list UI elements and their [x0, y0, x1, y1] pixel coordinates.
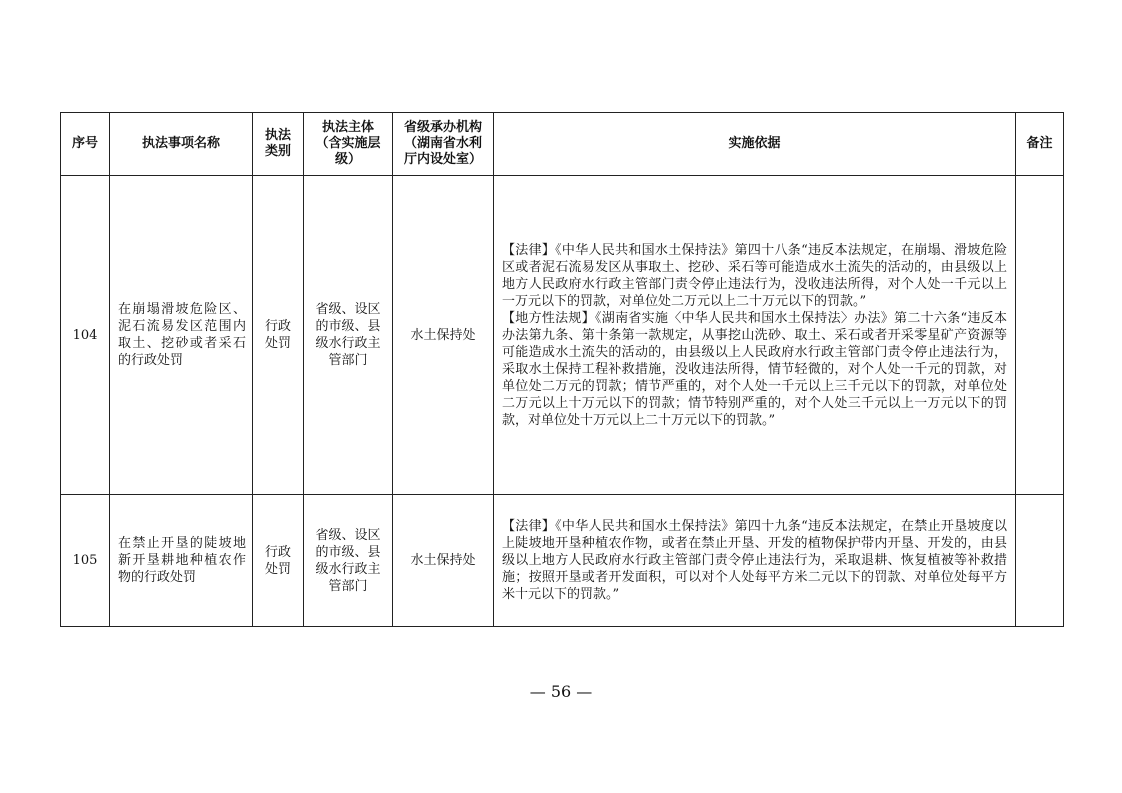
basis-law: 【法律】《中华人民共和国水土保持法》第四十八条“违反本法规定，在崩塌、滑坡危险区或者泥石流易发区从事取土、挖砂、采石等可能造成水土流失的活动的，由县级以上地方人民政府水行政主管部门责令停止违法行为，没收违法所得，对个人处一千元以上一万元以下的罚款，对单位处二万元以上二十万元以下的罚款。”: [502, 242, 1007, 309]
header-name: 执法事项名称: [110, 113, 253, 176]
row-category: 行政处罚: [253, 495, 304, 627]
basis-local-regulation: 【地方性法规】《湖南省实施〈中华人民共和国水土保持法〉办法》第二十六条“违反本办法第九条、第十条第一款规定，从事挖山洗砂、取土、采石或者开采零星矿产资源等可能造成水土流失的活动的，由县级以上人民政府水行政主管部门责令停止违法行为，采取水土保持工程补救措施，没收违法所得，情节轻微的，对个人处一千元的罚款，对单位处二万元的罚款；情节严重的，对个人处一千元以上三千元以下的罚款，对单位处二万元以上十万元以下的罚款；情节特别严重的，对个人处三千元以上一万元以下的罚款，对单位处十万元以上二十万元以下的罚款。”: [502, 310, 1007, 428]
row-seq: 105: [61, 495, 110, 627]
header-category: 执法类别: [253, 113, 304, 176]
table-header-row: [61, 113, 1064, 176]
row-agency: 水土保持处: [393, 176, 494, 495]
row-remark: [1016, 176, 1064, 495]
row-agency: 水土保持处: [393, 495, 494, 627]
row-subject: 省级、设区的市级、县级水行政主管部门: [304, 495, 393, 627]
row-basis: [494, 495, 1016, 627]
table-row: [61, 495, 1064, 627]
row-item-name: 在崩塌滑坡危险区、泥石流易发区范围内取土、挖砂或者采石的行政处罚: [110, 176, 253, 495]
header-seq: 序号: [61, 113, 110, 176]
row-seq: 104: [61, 176, 110, 495]
header-subject: 执法主体（含实施层级）: [304, 113, 393, 176]
header-basis: 实施依据: [494, 113, 1016, 176]
enforcement-table: [60, 112, 1064, 627]
row-category: 行政处罚: [253, 176, 304, 495]
page-number: — 56 —: [529, 682, 593, 701]
row-subject: 省级、设区的市级、县级水行政主管部门: [304, 176, 393, 495]
row-basis: [494, 176, 1016, 495]
basis-law: 【法律】《中华人民共和国水土保持法》第四十九条“违反本法规定，在禁止开垦坡度以上陡坡地开垦种植农作物，或者在禁止开垦、开发的植物保护带内开垦、开发的，由县级以上地方人民政府水行政主管部门责令停止违法行为，采取退耕、恢复植被等补救措施；按照开垦或者开发面积，可以对个人处每平方米二元以下的罚款、对单位处每平方米十元以下的罚款。”: [502, 519, 1007, 602]
header-agency: 省级承办机构（湖南省水利厅内设处室）: [393, 113, 494, 176]
row-remark: [1016, 495, 1064, 627]
header-remark: 备注: [1016, 113, 1064, 176]
table-row: [61, 176, 1064, 495]
row-item-name: 在禁止开垦的陡坡地新开垦耕地种植农作物的行政处罚: [110, 495, 253, 627]
